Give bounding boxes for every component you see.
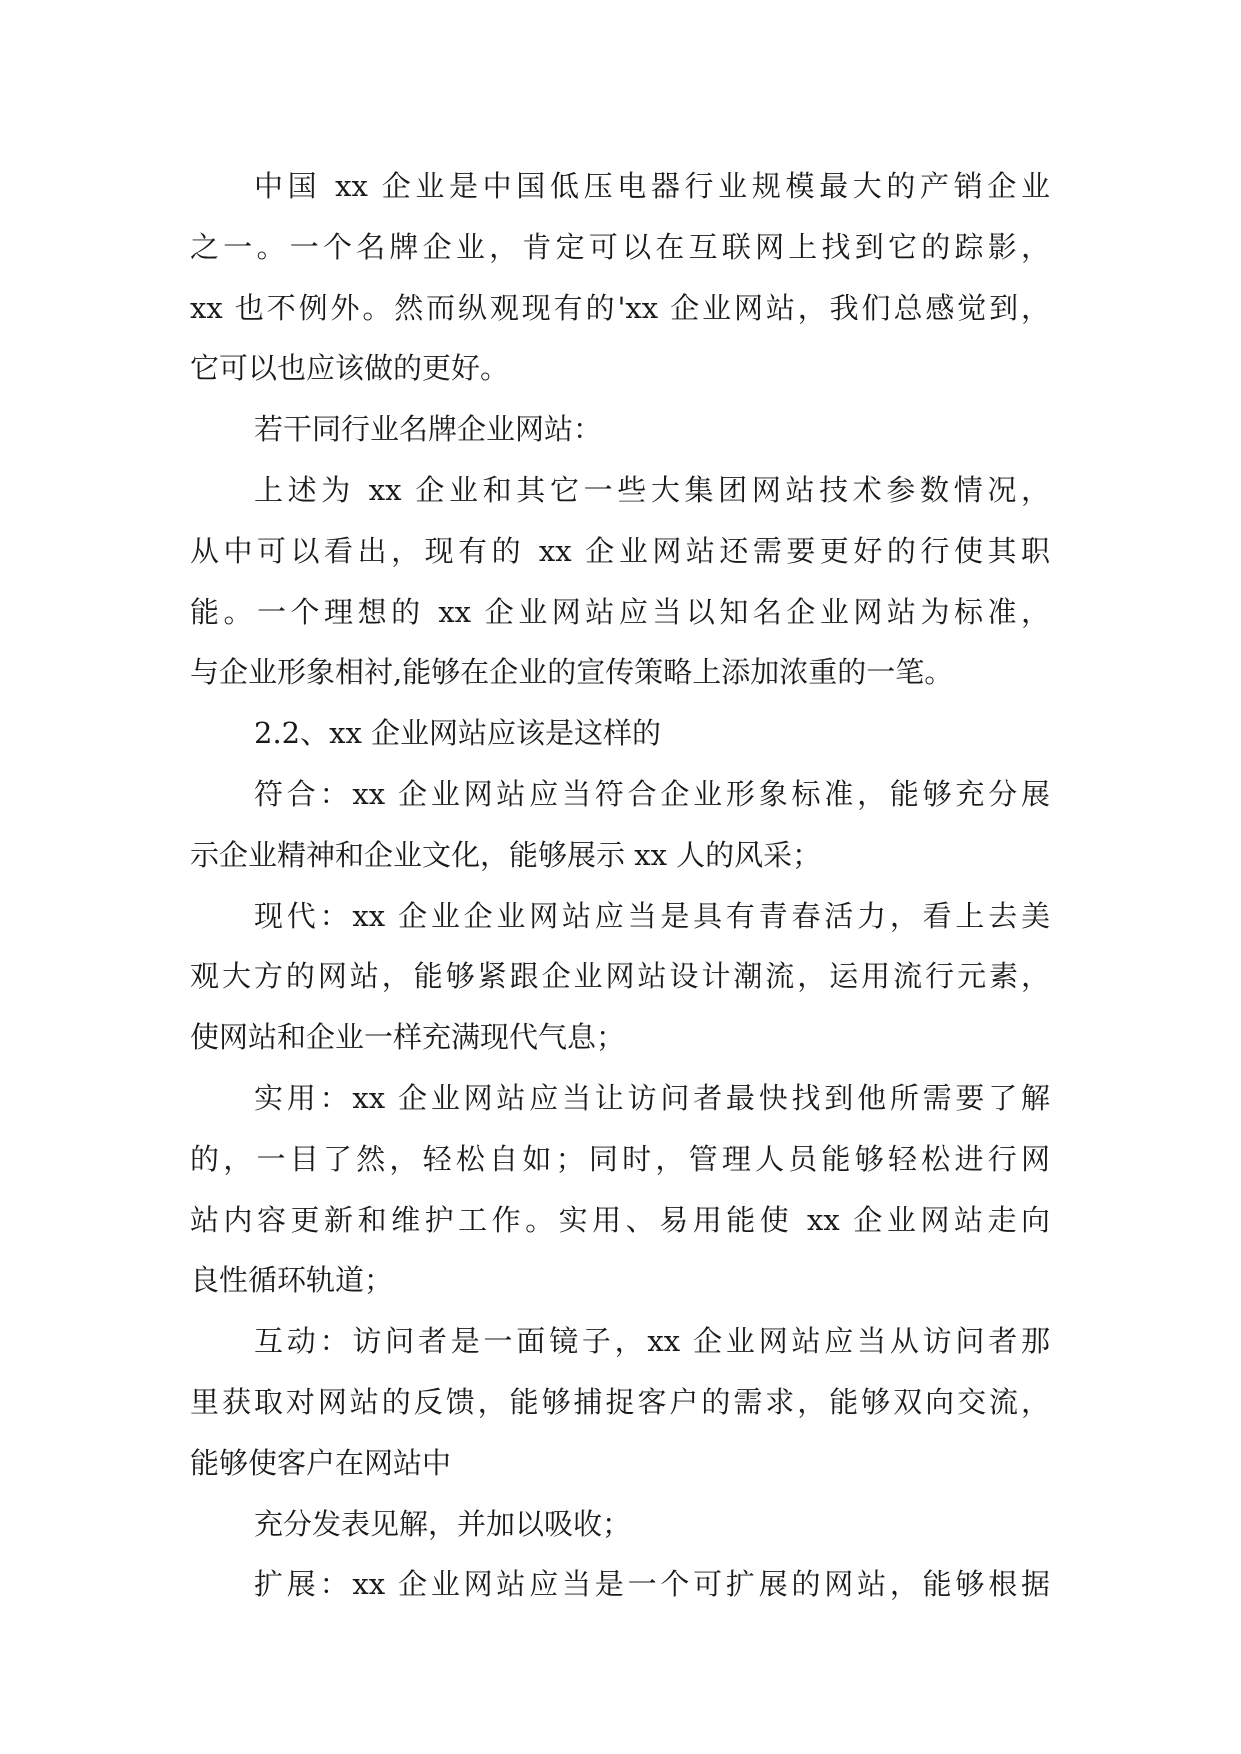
text-line: xx 也不例外。然而纵观现有的'xx 企业网站，我们总感觉到， xyxy=(190,290,1050,325)
text-line: 2.2、xx 企业网站应该是这样的 xyxy=(254,716,662,751)
text-line: 能够使客户在网站中 xyxy=(190,1445,452,1480)
text-line: 中国 xx 企业是中国低压电器行业规模最大的产销企业 xyxy=(254,169,1050,203)
text-line: 互动：访问者是一面镜子，xx 企业网站应当从访问者那 xyxy=(254,1324,1050,1359)
text-line: 观大方的网站，能够紧跟企业网站设计潮流，运用流行元素， xyxy=(190,959,1050,994)
text-line: 里获取对网站的反馈，能够捕捉客户的需求，能够双向交流， xyxy=(190,1384,1050,1419)
text-line: 现代：xx 企业企业网站应当是具有青春活力，看上去美 xyxy=(254,898,1050,933)
text-line: 上述为 xx 企业和其它一些大集团网站技术参数情况， xyxy=(254,472,1050,507)
text-line: 良性循环轨道； xyxy=(190,1263,394,1298)
text-line: 的，一目了然，轻松自如；同时，管理人员能够轻松进行网 xyxy=(190,1141,1050,1176)
text-line: 能。一个理想的 xx 企业网站应当以知名企业网站为标准， xyxy=(190,594,1050,629)
text-line: 之一。一个名牌企业，肯定可以在互联网上找到它的踪影， xyxy=(190,229,1050,264)
paragraph-interactive-cont xyxy=(190,1494,1050,1555)
paragraph-peer-sites xyxy=(190,399,1050,460)
document-body xyxy=(190,156,1050,1615)
text-line: 示企业精神和企业文化，能够展示 xx 人的风采； xyxy=(190,837,822,872)
paragraph-conform xyxy=(190,764,1050,886)
paragraph-modern xyxy=(190,886,1050,1068)
text-line: 它可以也应该做的更好。 xyxy=(190,351,510,386)
text-line: 充分发表见解，并加以吸收； xyxy=(254,1506,632,1541)
text-line: 符合：xx 企业网站应当符合企业形象标准，能够充分展 xyxy=(254,776,1050,811)
paragraph-practical xyxy=(190,1068,1050,1311)
paragraph-intro xyxy=(190,156,1050,399)
text-line: 从中可以看出，现有的 xx 企业网站还需要更好的行使其职 xyxy=(190,533,1050,568)
text-line: 使网站和企业一样充满现代气息； xyxy=(190,1020,626,1055)
text-line: 若干同行业名牌企业网站： xyxy=(254,412,603,447)
section-heading xyxy=(190,703,1050,764)
paragraph-interactive xyxy=(190,1311,1050,1493)
text-line: 与企业形象相衬,能够在企业的宣传策略上添加浓重的一笔。 xyxy=(190,655,954,690)
paragraph-analysis xyxy=(190,460,1050,703)
text-line: 扩展：xx 企业网站应当是一个可扩展的网站，能够根据 xyxy=(254,1567,1050,1602)
text-line: 站内容更新和维护工作。实用、易用能使 xx 企业网站走向 xyxy=(190,1202,1050,1237)
paragraph-extensible xyxy=(190,1554,1050,1615)
text-line: 实用：xx 企业网站应当让访问者最快找到他所需要了解 xyxy=(254,1080,1050,1115)
